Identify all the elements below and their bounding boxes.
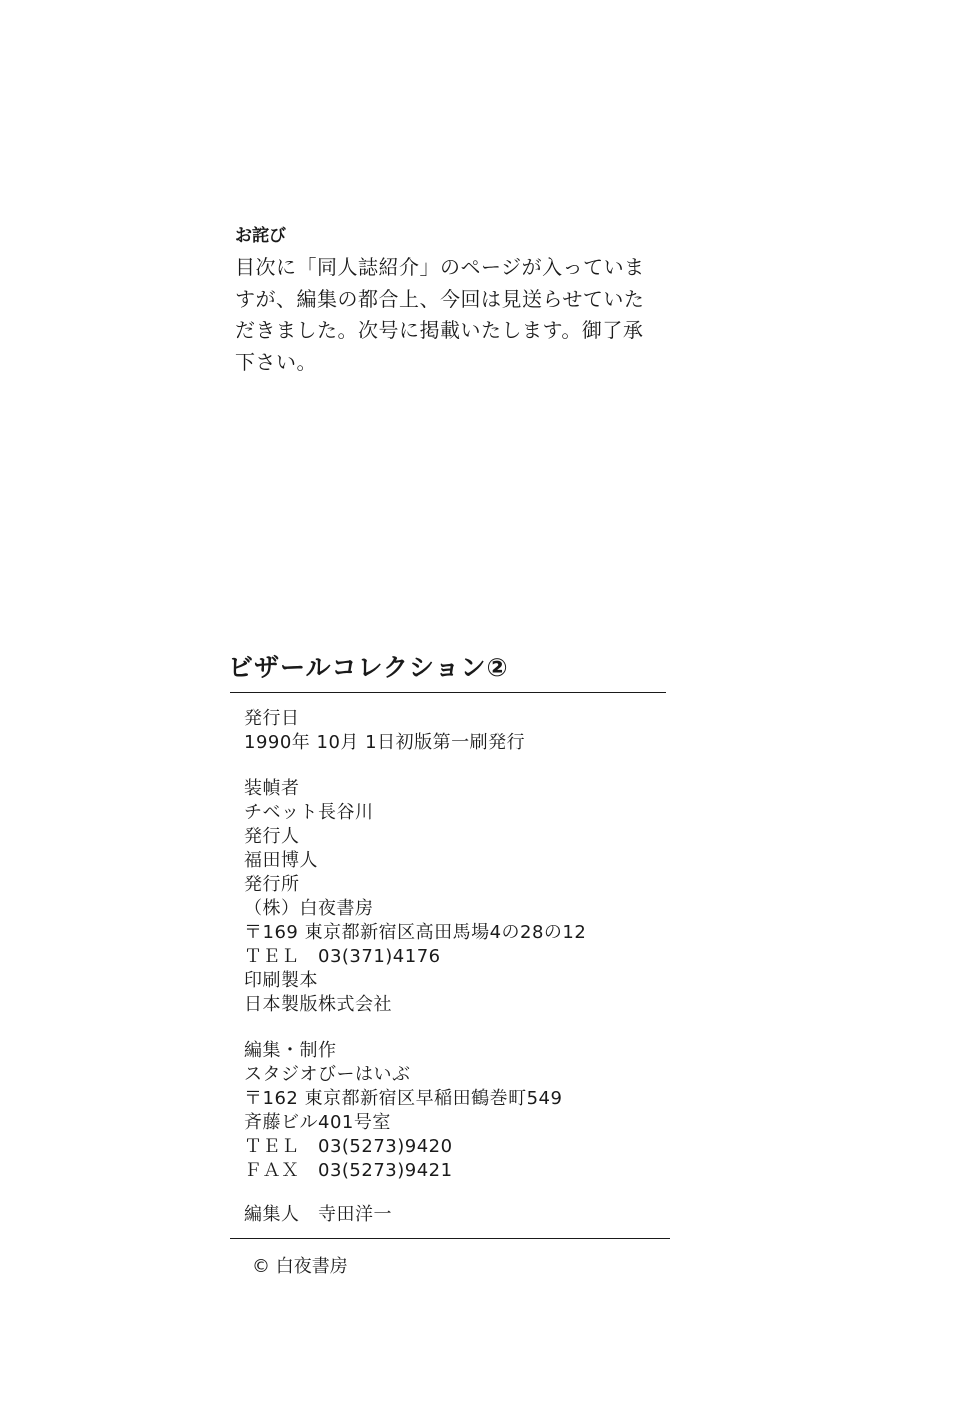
notice-title: お詫び [235,226,286,246]
editing-building: 斉藤ビル401号室 [244,1112,391,1133]
printing-value: 日本製版株式会社 [244,994,392,1015]
top-divider [230,692,666,693]
book-title: ビザールコレクション② [228,653,509,682]
publisher-person-label: 発行人 [244,826,300,847]
issue-date-label: 発行日 [244,708,300,729]
notice-line: 下さい。 [235,349,317,374]
colophon [244,707,674,1227]
copyright: © 白夜書房 [252,1256,348,1277]
issue-date-value: 1990年 10月 1日初版第一刷発行 [244,732,526,753]
editing-tel: ＴＥＬ 03(5273)9420 [244,1136,453,1157]
editing-studio: スタジオびーはいぶ [244,1064,411,1085]
editor-line: 編集人 寺田洋一 [244,1204,392,1225]
editing-label: 編集・制作 [244,1040,337,1061]
publisher-label: 発行所 [244,874,300,895]
apology-notice [235,222,675,378]
notice-line: だきました。次号に掲載いたします。御了承 [235,318,644,342]
publisher-person-value: 福田博人 [244,850,318,871]
editing-address: 〒162 東京都新宿区早稲田鶴巻町549 [244,1088,563,1109]
editing-fax: ＦＡＸ 03(5273)9421 [244,1160,453,1181]
designer-label: 装幀者 [244,778,300,799]
bottom-divider [230,1238,670,1239]
designer-value: チベット長谷川 [244,802,374,823]
notice-line: 目次に「同人誌紹介」のページが入っていま [235,255,645,279]
printing-label: 印刷製本 [244,970,318,991]
publisher-tel: ＴＥＬ 03(371)4176 [244,946,441,967]
publisher-address: 〒169 東京都新宿区高田馬場4の28の12 [244,922,587,943]
notice-line: すが、編集の都合上、今回は見送らせていた [235,286,645,311]
publisher-name: （株）白夜書房 [244,898,374,919]
